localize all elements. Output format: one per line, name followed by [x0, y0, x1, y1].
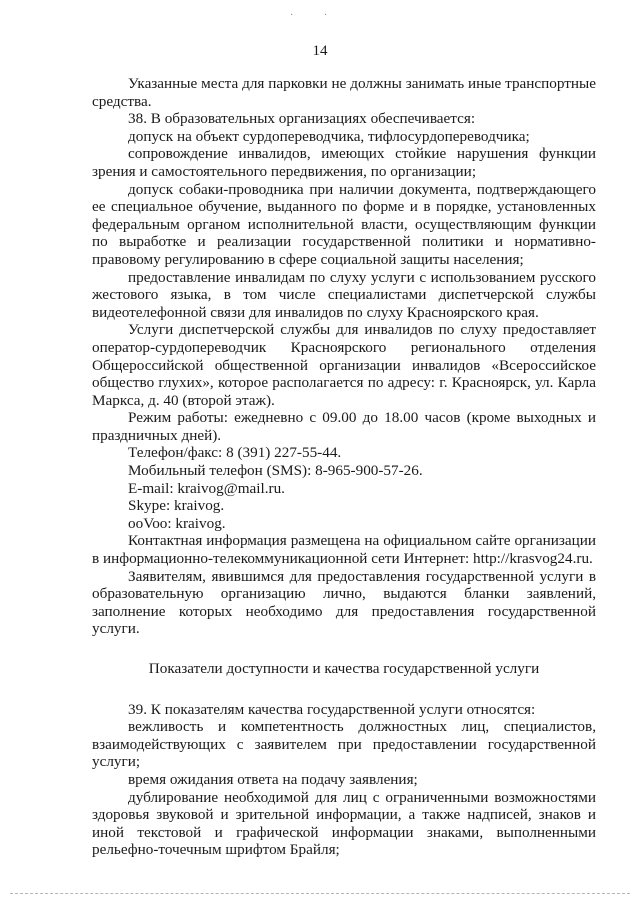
contact-email: E-mail: kraivog@mail.ru. [128, 479, 285, 497]
contact-skype: Skype: kraivog. [128, 497, 225, 515]
paragraph-sign-language: предоставление инвалидам по слуху услуги с использованием русского жестового языка, в том числе специалистами диспетчерской службы видеотелефонной связи для инвалидов по слуху Красноярского края. [92, 268, 596, 321]
paragraph-dispatch-service: Услуги диспетчерской службы для инвалидов по слуху предоставляет оператор-сурдопереводчик Красноярского регионального отделения Общероссийской общественной организации инвалидов «Всероссийское общество глухих», которое располагается по адресу: г. Красноярск, ул. Карла Маркса, д. 40 (второй этаж). [92, 321, 596, 409]
paragraph-escort: сопровождение инвалидов, имеющих стойкие нарушения функции зрения и самостоятельного передвижения, по организации; [92, 145, 596, 180]
paragraph-application-forms: Заявителям, явившимся для предоставления государственной услуги в образовательную организацию лично, выдаются бланки заявлений, заполнение которых необходимо для предоставления государственной услуги. [92, 567, 596, 638]
paragraph-work-hours: Режим работы: ежедневно с 09.00 до 18.00 часов (кроме выходных и праздничных дней). [92, 409, 596, 444]
contact-phone-fax: Телефон/факс: 8 (391) 227-55-44. [128, 444, 342, 462]
paragraph-parking: Указанные места для парковки не должны занимать иные транспортные средства. [92, 75, 596, 110]
paragraph-interpreter-access: допуск на объект сурдопереводчика, тифлосурдопереводчика; [128, 127, 530, 145]
contact-oovoo: ooVoo: kraivog. [128, 514, 226, 532]
section-heading: Показатели доступности и качества государственной услуги [148, 660, 540, 677]
paragraph-politeness: вежливость и компетентность должностных лиц, специалистов, взаимодействующих с заявителем при предоставлении государственной услуги; [92, 718, 596, 771]
paragraph-waiting-time: время ожидания ответа на подачу заявления; [128, 770, 418, 788]
scan-bottom-edge [10, 893, 630, 894]
page-number: 14 [312, 43, 328, 59]
paragraph-website: Контактная информация размещена на официальном сайте организации в информационно-телекоммуникационной сети Интернет: http://krasvog24.ru. [92, 532, 596, 568]
scan-specks: · · [290, 10, 342, 21]
paragraph-39-intro: 39. К показателям качества государственной услуги относятся: [128, 700, 536, 718]
contact-mobile: Мобильный телефон (SMS): 8-965-900-57-26. [128, 462, 423, 480]
document-body [92, 75, 596, 859]
paragraph-braille: дублирование необходимой для лиц с ограниченными возможностями здоровья звуковой и зрительной информации, а также надписей, знаков и иной текстовой и графической информации знаками, выполненными рельефно-точечным шрифтом Брайля; [92, 788, 596, 859]
paragraph-guide-dog: допуск собаки-проводника при наличии документа, подтверждающего ее специальное обучение, выданного по форме и в порядке, установленных федеральным органом исполнительной власти, осуществляющим функции по выработке и реализации государственной политики и нормативно-правовому регулированию в сфере социальной защиты населения; [92, 180, 596, 268]
paragraph-38-intro: 38. В образовательных организациях обеспечивается: [128, 110, 476, 128]
